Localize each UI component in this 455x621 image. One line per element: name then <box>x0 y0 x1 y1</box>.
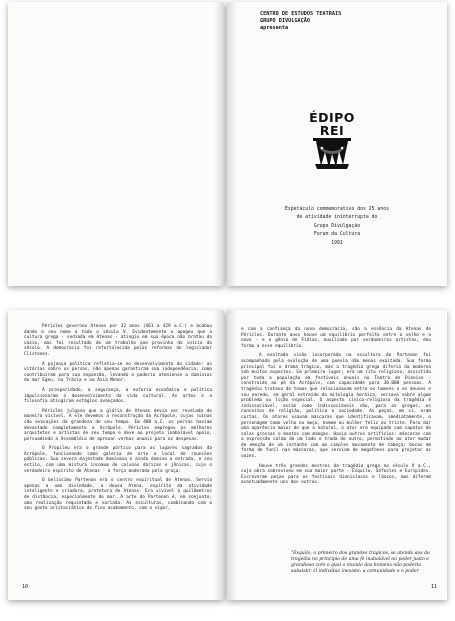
paragraph: O Propileu era o grande pórtico para os lugares sagrados da Acrópole, funcionando como galeria de arte e local de reuniões públicas. Sua severa majestade dominava e ainda domina a entrada, e seu estilo, com uma mistura incomum de colunas dóricas e jônicas, cujo o verdadeiro espírito de Atenas - a força moderada pela graça. <box>24 446 212 474</box>
blank-cover-page <box>8 2 224 286</box>
logo-title-line1: ÉDIPO <box>309 110 355 125</box>
paragraph: A prosperidade, a segurança, a euforia econômica e política impulsionaram o desenvolvimento da vida cultural. As artes e a filosofia atingiram estágios avançados. <box>24 387 212 405</box>
colophon-line: Forum da Cultura <box>313 232 361 238</box>
logo-title-line2: REI <box>319 123 345 138</box>
edipo-rei-logo <box>307 108 357 170</box>
page-number: 10 <box>22 584 29 590</box>
page-number: 11 <box>430 584 437 590</box>
colophon <box>239 206 435 248</box>
page-gutter-shadow <box>227 310 237 600</box>
paragraph: O belíssimo Partenon era o centro espiritual de Atenas. Servia apenas a uma divindade, a deusa Atena, espírito da atividade inteligente e criadora, protetora de Atenas. Era vivível a quilômetros de distância, especialmente do mar. A arte do Partenon é, em conjunto, uma realização requintada e variada. As esculturas, combinando com o seu gosto aristocrático do fino acabamento, com o vigor, <box>24 478 212 512</box>
title-page <box>227 2 447 286</box>
header-line: apresenta <box>260 25 289 31</box>
colophon-line: 1991 <box>331 240 343 246</box>
paragraph: Péricles julgava que a glória de Atenas devia ser revelada de maneira visível. A ele devemos a reconstrução da Acrópole, cujas ruínas são evocações da grandeza de seu tempo. Em 480 a.C. os persas haviam devastado completamente a Acrópole. Péricles empregou os melhores arquitetos e artistas de seu tempo e deve ao projeto inabalável apoio, persuadindo a Assembléia de aprovar verbas anuais para as despesas. <box>24 408 212 442</box>
text-page-left <box>8 310 224 600</box>
paragraph: A exaltada visão incorporada na escultura do Partenon foi acompanhada pela evolução de uma poesia não menos exaltada. Sua forma principal foi o drama trágico, mas a tragédia grega diferia da moderna sob muitos aspectos. Em primeiro lugar, era um rito religioso, assistido por toda a população em festivais anuais no Teatro de Dioniso - construído ao pé da Acrópole, com capacidade para 30.000 pessoas. A tragédia tratava de temas que relacionavam entre os homens e os deuses e seu enredo, em geral extraído da mitologia heróica, versava sobre algum problema ou lição especial. O aspecto cívico-religioso da tragédia é indissociável, assim como indissociáveis são, para os gregos, os conceitos de religião, política e sociedade. As peças, em si, eram curtas. Os atores usavam máscaras que identificavam, imediatamente, o personagem como velho ou moço, homem ou mulher feliz ou triste. Para dar uma aparência maior do que a natural, o ator era equipado com sapatos de solas grossas e mantos com mangas. Havia outros artifícios: máscaras com a expressão calma de um lado e trada do outro, permitindo ao ator mudar de emoção de um instante com um simples movimento de cabeça; bocas em forma de funil nas máscaras, que serviam de megafones para projetar as vozes. <box>241 353 431 460</box>
colophon-line: Espetáculo commemorativo dos 25 anos <box>285 207 389 212</box>
colophon-line: Grupo Divulgação <box>313 223 361 229</box>
paragraph: Houve três grandes mestres da tragédia grega no século V a.C., cuja obra sobreviveu em sua maior parte - Ésquilo, Sófocles e Eurípides. Escreveram peças para os festivais dionisíacos e lâucos, mas diferem acentuadamente uns dos outros. <box>241 463 431 486</box>
page-gutter-shadow <box>214 2 224 286</box>
text-page-right <box>227 310 447 600</box>
paragraph: A pujança política refletia-se no desenvolvimento da cidade: as vitórias sobre os persas, não apenas garantiram sua independência, como contribuíram para sua expansão, levando o poderio ateniense a domínios do mar Egeu, na Trácia e na Ásia Menor. <box>24 361 212 384</box>
paragraph: e com a confiança da nova democracia, são a essência da Atenas de Péricles. Durante anos houve um equilíbrio perfeito entre o velho e o novo - e o gênio de Fídias, auxiliado por verdadeiros artistas, deu forma a esse equilíbrio. <box>241 327 431 349</box>
body-text <box>241 327 431 490</box>
header-line: CENTRO DE ESTUDOS TEATRAIS <box>260 11 342 17</box>
handwritten-quote: "Ésquilo, o primeiro dos grandes trágicos, se atendo aos da tragédia no princípio de uma fé inabalável no poder justo e grandioso com o qual o mundo dos homens não poderia subsistir. O indivíduo inexiste: a comunidade e o poder <box>291 551 430 575</box>
header-line: GRUPO DIVULGAÇÃO <box>260 18 310 24</box>
presenter-header <box>260 11 341 32</box>
page-gutter-shadow <box>214 310 224 600</box>
body-text <box>24 324 212 516</box>
colophon-line: de atividade ininterrupta do <box>296 215 378 221</box>
paragraph: Péricles governou Atenas por 32 anos (461 a 429 a.C.) e acabou dando o seu nome a todo o século V. Evidentemente o apogeu que a cultura grega - sediada em Atenas - atingiu em sua época não brotou do vazio, mas foi resultado de um trabalho que provinha do início do século. A democracia foi refortalecida pelas reformas do legislador Clístenes. <box>24 324 212 357</box>
page-gutter-shadow <box>227 2 237 286</box>
